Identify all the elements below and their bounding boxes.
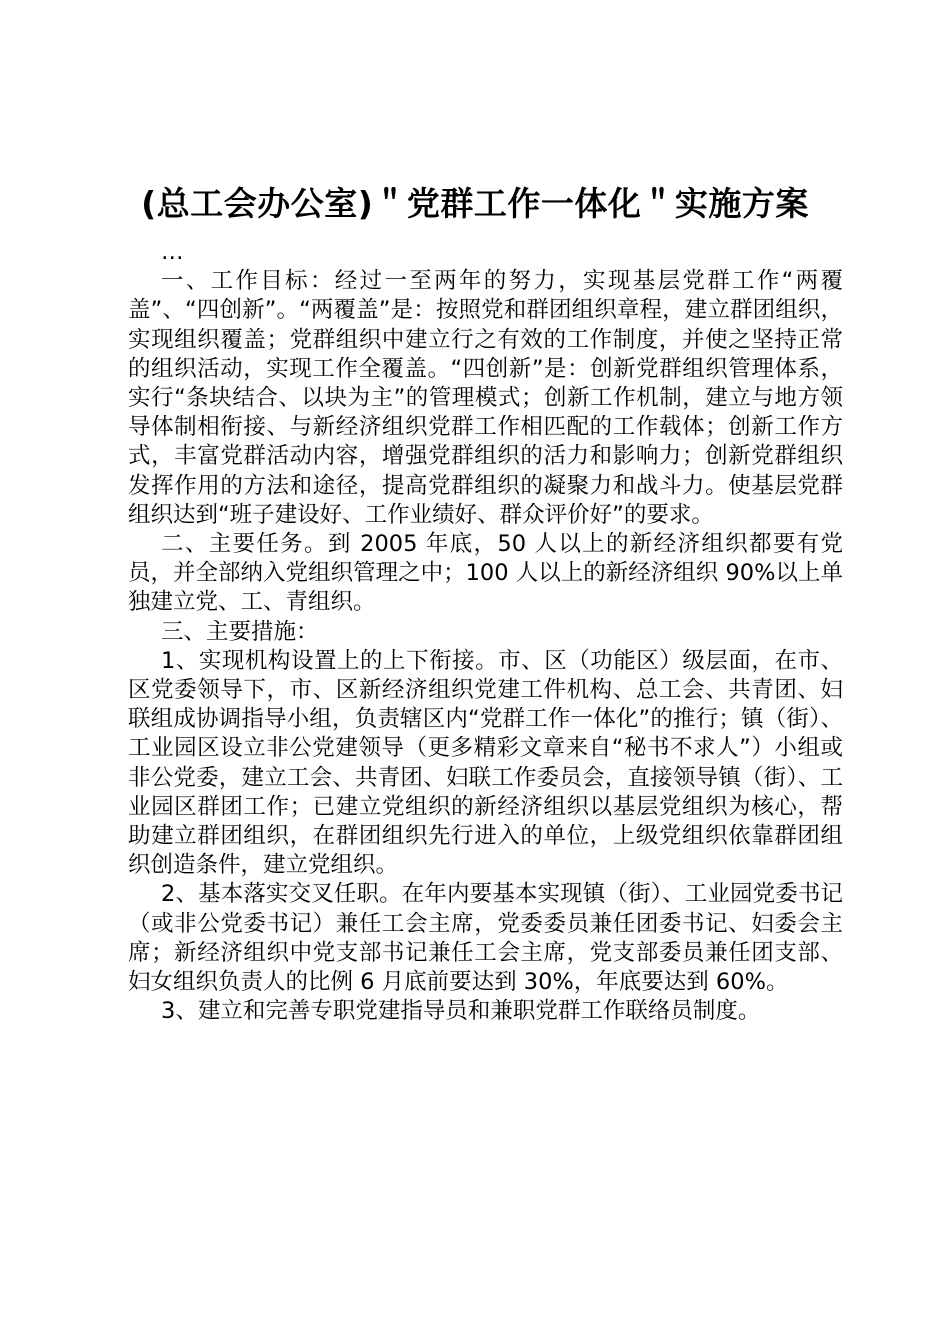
document-title: (总工会办公室)＂党群工作一体化＂实施方案 — [141, 184, 809, 223]
paragraph-measure-2: 2、基本落实交叉任职。在年内要基本实现镇（街）、工业园党委书记（或非公党委书记）兼任工会主席，党委委员兼任团委书记、妇委会主席；新经济组织中党支部书记兼任工会主席，党支部委员兼任团支部、妇女组织负责人的比例 6 月底前要达到 30%，年底要达到 60%。 — [128, 881, 843, 996]
paragraph-measure-3: 3、建立和完善专职党建指导员和兼职党群工作联络员制度。 — [161, 998, 761, 1025]
paragraph-measure-1: 1、实现机构设置上的上下衔接。市、区（功能区）级层面，在市、区党委领导下，市、区新经济组织党建工件机构、总工会、共青团、妇联组成协调指导小组，负责辖区内“党群工作一体化”的推行；镇（街）、工业园区设立非公党建领导（更多精彩文章来自“秘书不求人”）小组或非公党委，建立工会、共青团、妇联工作委员会，直接领导镇（街）、工业园区群团工作；已建立党组织的新经济组织以基层党组织为核心，帮助建立群团组织，在群团组织先行进入的单位，上级党组织依靠群团组织创造条件，建立党组织。 — [128, 647, 843, 879]
paragraph-work-goals: 一、工作目标：经过一至两年的努力，实现基层党群工作“两覆盖”、“四创新”。“两覆盖”是：按照党和群团组织章程，建立群团组织，实现组织覆盖；党群组织中建立行之有效的工作制度，并使之坚持正常的组织活动，实现工作全覆盖。“四创新”是：创新党群组织管理体系，实行“条块结合、以块为主”的管理模式；创新工作机制，建立与地方领导体制相衔接、与新经济组织党群工作相匹配的工作载体；创新工作方式，丰富党群活动内容，增强党群组织的活力和影响力；创新党群组织发挥作用的方法和途径，提高党群组织的凝聚力和战斗力。使基层党群组织达到“班子建设好、工作业绩好、群众评价好”的要求。 — [128, 268, 843, 528]
paragraph-main-measures-heading: 三、主要措施： — [161, 618, 319, 645]
paragraph-main-tasks: 二、主要任务。到 2005 年底，50 人以上的新经济组织都要有党员，并全部纳入党组织管理之中；100 人以上的新经济组织 90%以上单独建立党、工、青组织。 — [128, 531, 843, 616]
ellipsis-line: … — [161, 239, 184, 265]
document-body — [128, 238, 843, 1026]
